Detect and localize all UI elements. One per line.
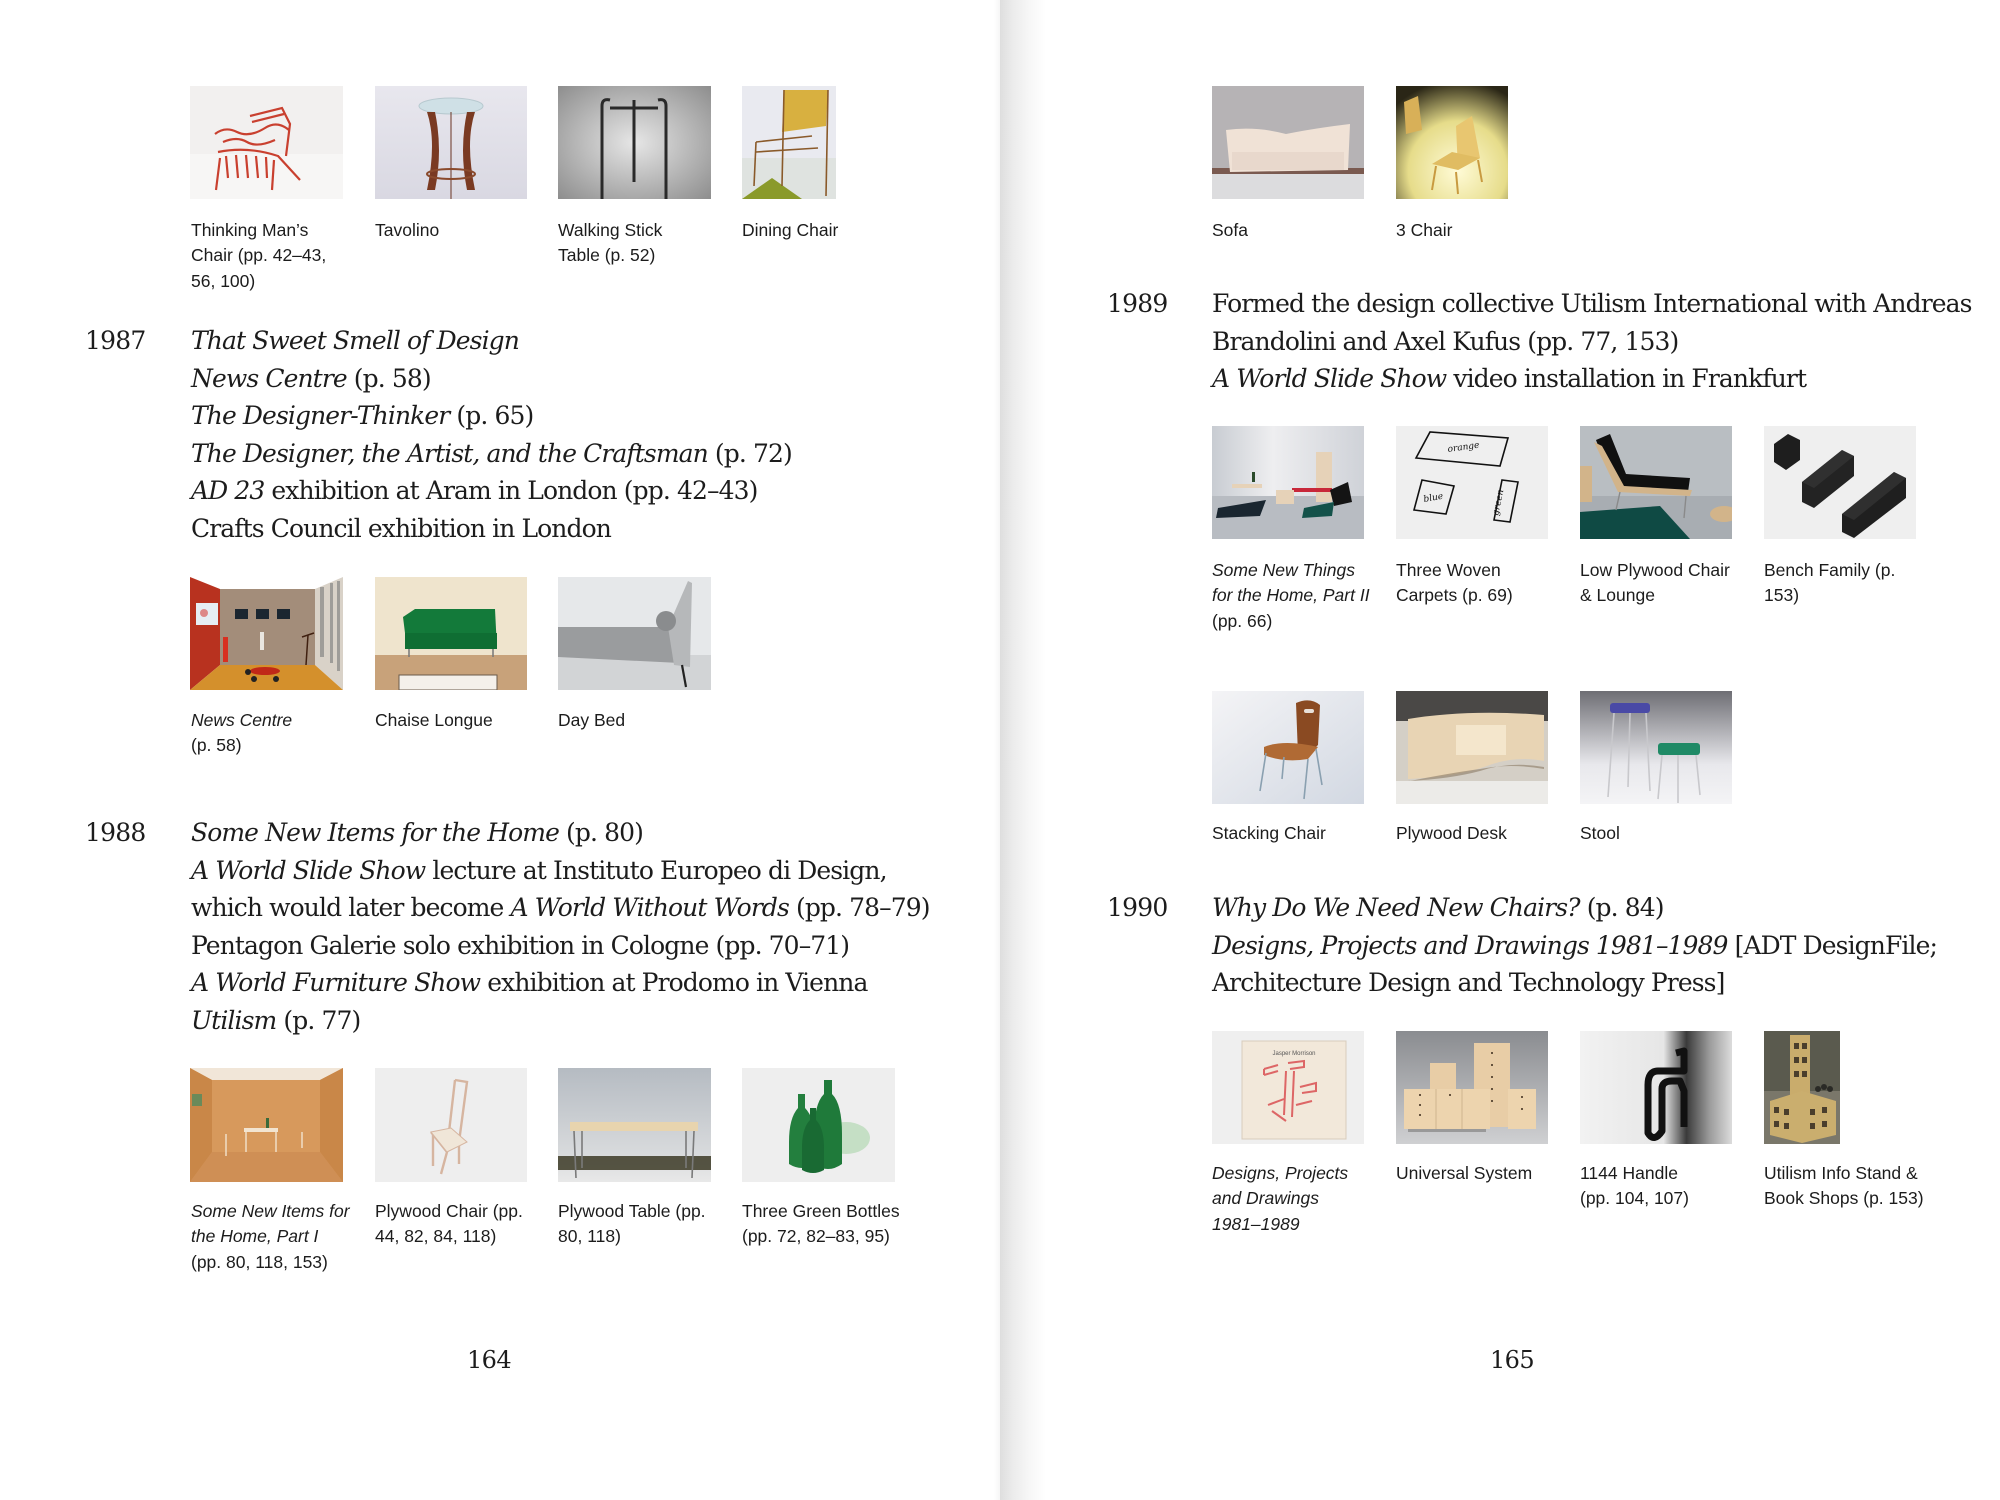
- thumb-some-new-items-part-1: [190, 1068, 343, 1182]
- entries-1988: [191, 814, 930, 1040]
- entry-title-italic: Why Do We Need New Chairs?: [1212, 893, 1580, 922]
- entry-line: [1212, 889, 1937, 927]
- entry-line: [191, 1002, 930, 1040]
- caption-plywood-table: Plywood Table (pp. 80, 118): [558, 1201, 706, 1247]
- thumb-some-new-things-part-2: [1212, 426, 1364, 539]
- caption-designs-projects-drawings: Designs, Projects and Drawings 1981–1989: [1212, 1163, 1349, 1234]
- year-1987: 1987: [85, 326, 146, 355]
- thumb-news-centre: [190, 577, 343, 690]
- entry-title-italic: A World Slide Show: [1212, 364, 1447, 394]
- entry-text: (p. 84): [1579, 893, 1664, 922]
- entry-line: [191, 510, 792, 548]
- caption-universal-system: Universal System: [1396, 1163, 1533, 1183]
- thumb-low-plywood-chair-lounge: [1580, 426, 1732, 539]
- entry-title-italic: The Designer-Thinker: [191, 401, 450, 431]
- entry-line: [1212, 964, 1937, 1002]
- caption-stool: Stool: [1580, 823, 1620, 843]
- thumb-stacking-chair: [1212, 691, 1364, 804]
- caption-low-plywood-chair-lounge: Low Plywood Chair & Lounge: [1580, 560, 1730, 606]
- thumb-chaise-longue: [375, 577, 527, 690]
- thumb-stool: [1580, 691, 1732, 804]
- entry-text: (p. 77): [276, 1005, 361, 1035]
- caption-dining-chair: Dining Chair: [742, 220, 839, 240]
- entry-text: Crafts Council exhibition in London: [191, 513, 611, 543]
- thumb-dining-chair: [742, 86, 836, 199]
- entry-text: (p. 72): [707, 438, 792, 468]
- entry-line: [191, 927, 930, 965]
- entry-text: Pentagon Galerie solo exhibition in Cologne (pp. 70–71): [191, 930, 850, 960]
- caption-news-centre: News Centre (p. 58): [191, 710, 293, 756]
- caption-thinking-mans-chair: Thinking Man’s Chair (pp. 42–43, 56, 100): [191, 220, 327, 291]
- caption-three-woven-carpets: Three Woven Carpets (p. 69): [1396, 560, 1513, 606]
- carpet-word-green: green: [1491, 488, 1507, 517]
- entry-text: [ADT DesignFile;: [1727, 930, 1938, 960]
- entry-line: [191, 814, 930, 852]
- entry-line: [1212, 927, 1937, 965]
- caption-some-new-items-part-1: Some New Items for the Home, Part I (pp. 80, 118, 153): [191, 1201, 350, 1272]
- entry-line: [191, 852, 930, 890]
- entry-line: [1212, 360, 1972, 398]
- thumb-sofa: [1212, 86, 1364, 199]
- entries-1990: [1212, 889, 1937, 1002]
- thumb-plywood-table: [558, 1068, 711, 1182]
- entry-line: [191, 397, 792, 435]
- caption-three-green-bottles: Three Green Bottles (pp. 72, 82–83, 95): [742, 1201, 900, 1247]
- entry-line: [191, 360, 792, 398]
- thumb-1144-handle: [1580, 1031, 1732, 1144]
- entry-text: (p. 58): [346, 363, 431, 393]
- entry-text: lecture at Instituto Europeo di Design,: [425, 855, 887, 885]
- entries-1989: [1212, 285, 1972, 398]
- entry-title-italic: The Designer, the Artist, and the Craftsman: [191, 438, 708, 468]
- gutter-shadow-right: [1000, 0, 1046, 1500]
- caption-tavolino: Tavolino: [375, 220, 440, 240]
- entry-text: (pp. 78–79): [788, 893, 930, 923]
- entry-line: [191, 472, 792, 510]
- entry-text: exhibition at Aram in London (pp. 42–43): [264, 476, 758, 506]
- caption-utilism-info-stand: Utilism Info Stand & Book Shops (p. 153): [1764, 1163, 1924, 1209]
- entry-title-italic: Some New Items for the Home: [191, 818, 559, 847]
- thumb-walking-stick-table: [558, 86, 711, 199]
- entry-line: [1212, 285, 1972, 323]
- caption-some-new-things-part-2: Some New Things for the Home, Part II (pp. 66): [1212, 560, 1370, 631]
- entry-line: [191, 435, 792, 473]
- entry-title-italic: Utilism: [191, 1005, 277, 1035]
- caption-3-chair: 3 Chair: [1396, 220, 1453, 240]
- entry-title-italic: A World Slide Show: [191, 855, 426, 885]
- entry-text: Brandolini and Axel Kufus (pp. 77, 153): [1212, 326, 1679, 356]
- caption-sofa: Sofa: [1212, 220, 1248, 240]
- page-number-165: 165: [1490, 1346, 1535, 1374]
- caption-day-bed: Day Bed: [558, 710, 626, 730]
- year-1989: 1989: [1107, 289, 1168, 318]
- thumb-three-woven-carpets: [1396, 426, 1548, 539]
- entries-1987: [191, 322, 792, 548]
- entry-line: [191, 964, 930, 1002]
- caption-walking-stick-table: Walking Stick Table (p. 52): [558, 220, 663, 266]
- thumb-plywood-desk: [1396, 691, 1548, 804]
- entry-text: which would later become: [191, 893, 511, 923]
- caption-stacking-chair: Stacking Chair: [1212, 823, 1326, 843]
- carpet-word-orange: orange: [1447, 440, 1481, 455]
- thumb-three-green-bottles: [742, 1068, 895, 1182]
- caption-bench-family: Bench Family (p. 153): [1764, 560, 1896, 606]
- entry-title-italic: Designs, Projects and Drawings 1981–1989: [1212, 930, 1728, 960]
- entry-title-italic: That Sweet Smell of Design: [191, 326, 519, 355]
- thumb-bench-family: [1764, 426, 1916, 539]
- entry-line: [191, 889, 930, 927]
- thumb-plywood-chair: [375, 1068, 527, 1182]
- entry-text: Formed the design collective Utilism International with Andreas: [1212, 289, 1972, 318]
- year-1990: 1990: [1107, 893, 1168, 922]
- caption-1144-handle: 1144 Handle (pp. 104, 107): [1580, 1163, 1689, 1209]
- entry-text: exhibition at Prodomo in Vienna: [480, 968, 868, 998]
- caption-plywood-desk: Plywood Desk: [1396, 823, 1507, 843]
- thumb-day-bed: [558, 577, 711, 690]
- entry-text: (p. 65): [449, 401, 534, 431]
- entry-title-italic: News Centre: [191, 363, 347, 393]
- entry-line: [191, 322, 792, 360]
- caption-chaise-longue: Chaise Longue: [375, 710, 493, 730]
- caption-plywood-chair: Plywood Chair (pp. 44, 82, 84, 118): [375, 1201, 523, 1247]
- entry-title-italic: AD 23: [191, 476, 265, 506]
- thumb-designs-projects-drawings-book: [1212, 1031, 1364, 1144]
- thumb-thinking-mans-chair: [190, 86, 343, 199]
- carpet-word-blue: blue: [1422, 491, 1444, 505]
- page-165: [1000, 0, 2000, 1500]
- entry-title-italic: A World Furniture Show: [191, 968, 481, 998]
- entry-text: Architecture Design and Technology Press]: [1212, 968, 1725, 998]
- entry-text: video installation in Frankfurt: [1446, 364, 1807, 394]
- thumb-3-chair: [1396, 86, 1508, 199]
- year-1988: 1988: [85, 818, 146, 847]
- thumb-tavolino: [375, 86, 527, 199]
- book-cover-author: Jasper Morrison: [1272, 1051, 1316, 1057]
- thumb-utilism-info-stand: [1764, 1031, 1840, 1144]
- entry-text: (p. 80): [559, 818, 643, 847]
- thumb-universal-system: [1396, 1031, 1548, 1144]
- entry-line: [1212, 323, 1972, 361]
- page-number-164: 164: [467, 1346, 512, 1374]
- entry-title-italic: A World Without Words: [510, 893, 789, 923]
